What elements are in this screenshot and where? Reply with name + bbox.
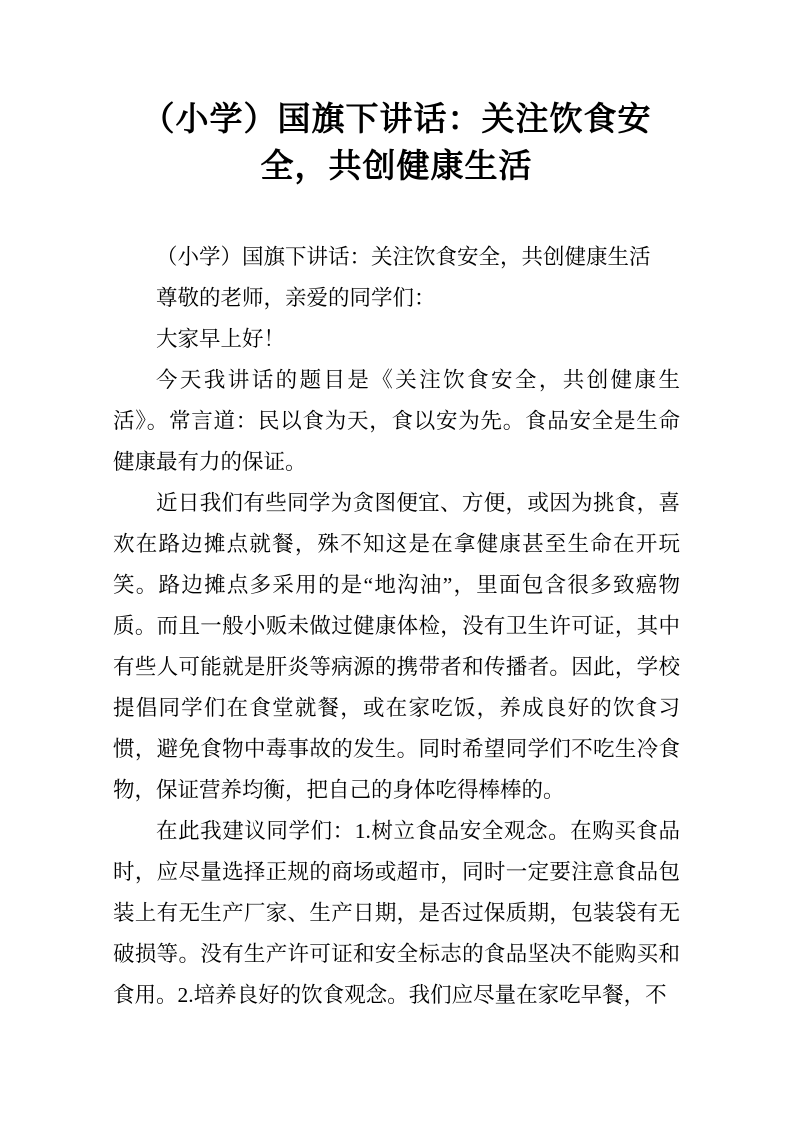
paragraph-problem: 近日我们有些同学为贪图便宜、方便，或因为挑食，喜欢在路边摊点就餐，殊不知这是在拿健康甚至生命在开玩笑。路边摊点多采用的是“地沟油”，里面包含很多致癌物质。而且一般小贩未做过健康体检，没有卫生许可证，其中有些人可能就是肝炎等病源的携带者和传播者。因此，学校提倡同学们在食堂就餐，或在家吃饭，养成良好的饮食习惯，避免食物中毒事故的发生。同时希望同学们不吃生冷食物，保证营养均衡，把自己的身体吃得棒棒的。 <box>113 491 680 802</box>
paragraph-suggestions: 在此我建议同学们：1.树立食品安全观念。在购买食品时，应尽量选择正规的商场或超市，同时一定要注意食品包装上有无生产厂家、生产日期，是否过保质期，包装袋有无破损等。没有生产许可证和安全标志的食品坚决不能购买和食用。2.培养良好的饮食观念。我们应尽量在家吃早餐，不 <box>113 819 680 1007</box>
document-body <box>113 237 680 1016</box>
paragraph-title-line: （小学）国旗下讲话：关注饮食安全，共创健康生活 <box>156 245 651 269</box>
paragraph-intro: 今天我讲话的题目是《关注饮食安全，共创健康生活》。常言道：民以食为天，食以安为先。食品安全是生命健康最有力的保证。 <box>113 368 680 474</box>
paragraph-salutation: 尊敬的老师，亲爱的同学们： <box>156 286 436 310</box>
paragraph-greeting: 大家早上好！ <box>156 327 286 351</box>
document-title: （小学）国旗下讲话：关注饮食安全，共创健康生活 <box>141 100 652 184</box>
